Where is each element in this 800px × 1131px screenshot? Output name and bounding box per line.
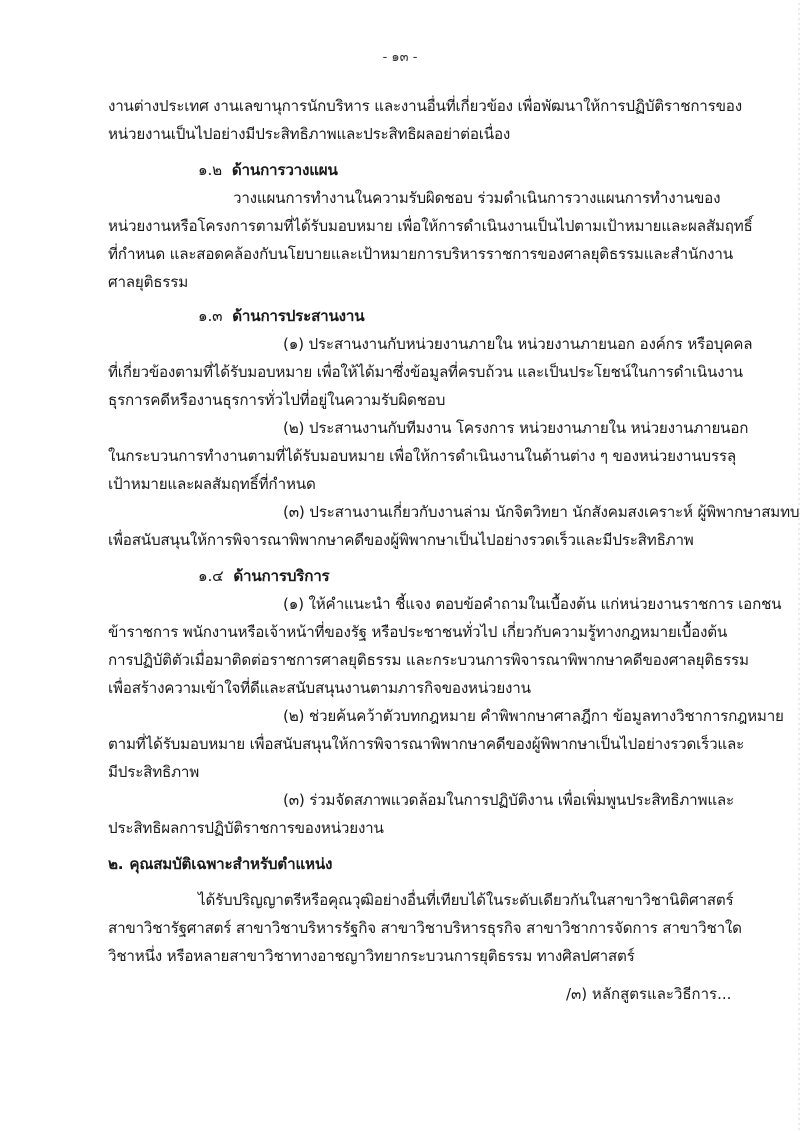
list-item-line: ธุรการคดีหรืองานธุรการทั่วไปที่อยู่ในความรับผิดชอบ: [108, 391, 446, 409]
page-number: - ๑๓ -: [382, 50, 418, 65]
section-title: ด้านการบริการ: [233, 567, 330, 585]
section-title: คุณสมบัติเฉพาะสำหรับตำแหน่ง: [129, 855, 333, 873]
section-heading-2: [108, 854, 332, 874]
list-item-line: (๑) ให้คำแนะนำ ชี้แจง ตอบข้อคำถามในเบื้องต้น แก่หน่วยงานราชการ เอกชน: [283, 595, 782, 613]
list-item-line: (๓) ร่วมจัดสภาพแวดล้อมในการปฏิบัติงาน เพื่อเพิ่มพูนประสิทธิภาพและ: [283, 791, 734, 809]
list-item-line: (๒) ช่วยค้นคว้าตัวบทกฎหมาย คำพิพากษาศาลฎีกา ข้อมูลทางวิชาการกฎหมาย: [283, 707, 784, 725]
paragraph-line: งานต่างประเทศ งานเลขานุการนักบริหาร และงานอื่นที่เกี่ยวข้อง เพื่อพัฒนาให้การปฏิบัติราชการของ: [108, 97, 742, 115]
section-heading-1-4: [198, 566, 330, 586]
list-item-line: (๒) ประสานงานกับทีมงาน โครงการ หน่วยงานภายใน หน่วยงานภายนอก: [283, 419, 749, 437]
section-number: ๑.๓: [198, 307, 223, 325]
list-item-line: ประสิทธิผลการปฏิบัติราชการของหน่วยงาน: [108, 819, 384, 837]
section-number: ๑.๒: [198, 161, 222, 179]
paragraph-line: ได้รับปริญญาตรีหรือคุณวุฒิอย่างอื่นที่เทียบได้ในระดับเดียวกันในสาขาวิชานิติศาสตร์: [198, 891, 734, 909]
list-item-line: เพื่อสนับสนุนให้การพิจารณาพิพากษาคดีของผู้พิพากษาเป็นไปอย่างรวดเร็วและมีประสิทธิภาพ: [108, 531, 694, 549]
list-item-line: เป้าหมายและผลสัมฤทธิ์ที่กำหนด: [108, 475, 316, 493]
list-item-line: การปฏิบัติตัวเมื่อมาติดต่อราชการศาลยุติธรรม และกระบวนการพิจารณาพิพากษาคดีของศาลยุติธรรม: [108, 651, 749, 669]
section-heading-1-2: [198, 160, 338, 180]
paragraph-line: วางแผนการทำงานในความรับผิดชอบ ร่วมดำเนินการวางแผนการทำงานของ: [233, 189, 721, 207]
paragraph-line: สาขาวิชารัฐศาสตร์ สาขาวิชาบริหารรัฐกิจ สาขาวิชาบริหารธุรกิจ สาขาวิชาการจัดการ สาขาวิชาใด: [108, 919, 742, 937]
list-item-line: ในกระบวนการทำงานตามที่ได้รับมอบหมาย เพื่อให้การดำเนินงานในด้านต่าง ๆ ของหน่วยงานบรรลุ: [108, 447, 736, 465]
paragraph-line: หน่วยงานเป็นไปอย่างมีประสิทธิภาพและประสิทธิผลอย่าต่อเนื่อง: [108, 125, 511, 143]
list-item-line: ข้าราชการ พนักงานหรือเจ้าหน้าที่ของรัฐ หรือประชาชนทั่วไป เกี่ยวกับความรู้ทางกฎหมายเบื้องต้น: [108, 623, 728, 641]
list-item-line: ที่เกี่ยวข้องตามที่ได้รับมอบหมาย เพื่อให้ได้มาซึ่งข้อมูลที่ครบถ้วน และเป็นประโยชน์ในการดำเนินงาน: [108, 363, 743, 381]
section-title: ด้านการวางแผน: [231, 161, 338, 179]
continuation-reference: /๓) หลักสูตรและวิธีการ...: [566, 985, 732, 1003]
list-item-line: (๑) ประสานงานกับหน่วยงานภายใน หน่วยงานภายนอก องค์กร หรือบุคคล: [283, 335, 753, 353]
list-item-line: เพื่อสร้างความเข้าใจที่ดีและสนับสนุนงานตามภารกิจของหน่วยงาน: [108, 679, 531, 697]
paragraph-line: หน่วยงานหรือโครงการตามที่ได้รับมอบหมาย เพื่อให้การดำเนินงานเป็นไปตามเป้าหมายและผลสัมฤทธิ์: [108, 217, 753, 235]
paragraph-line: วิชาหนึ่ง หรือหลายสาขาวิชาทางอาชญาวิทยากระบวนการยุติธรรม ทางศิลปศาสตร์: [108, 947, 635, 965]
section-number: ๒.: [108, 855, 124, 873]
list-item-line: ตามที่ได้รับมอบหมาย เพื่อสนับสนุนให้การพิจารณาพิพากษาคดีของผู้พิพากษาเป็นไปอย่างรวดเร็วและ: [108, 735, 745, 753]
section-heading-1-3: [198, 306, 364, 326]
section-title: ด้านการประสานงาน: [232, 307, 365, 325]
list-item-line: มีประสิทธิภาพ: [108, 763, 200, 781]
section-number: ๑.๔: [198, 567, 224, 585]
paragraph-line: ศาลยุติธรรม: [108, 273, 189, 291]
paragraph-line: ที่กำหนด และสอดคล้องกับนโยบายและเป้าหมายการบริหารราชการของศาลยุติธรรมและสำนักงาน: [108, 245, 733, 263]
list-item-line: (๓) ประสานงานเกี่ยวกับงานล่าม นักจิตวิทยา นักสังคมสงเคราะห์ ผู้พิพากษาสมทบ: [283, 503, 800, 521]
